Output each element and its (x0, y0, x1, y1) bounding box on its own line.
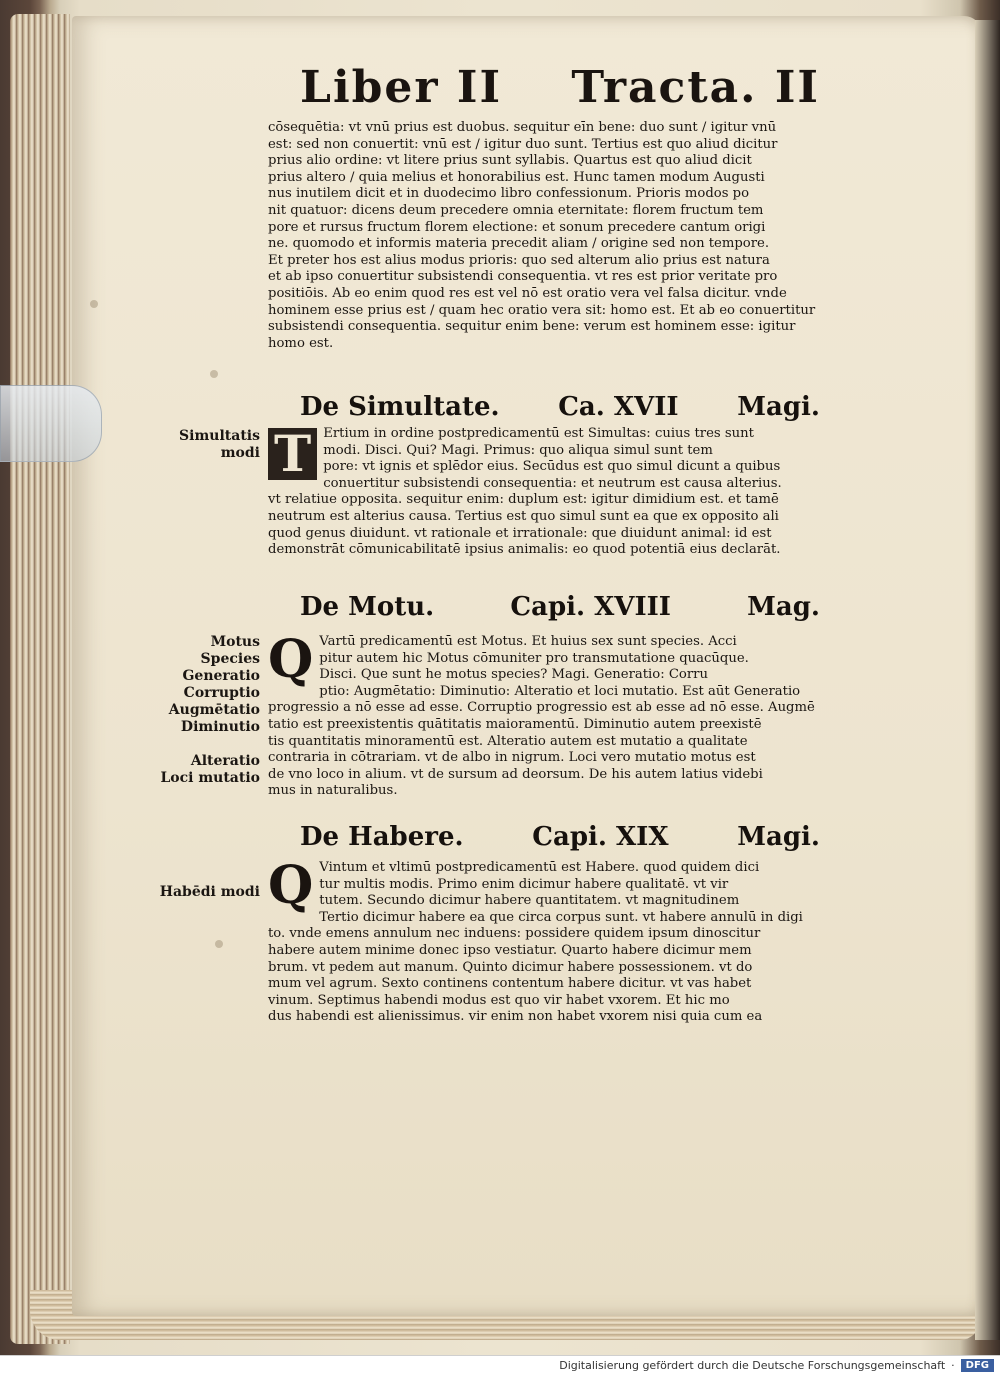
paragraph-simultate (268, 426, 824, 559)
text-line: est: sed non conuertit: vnū est / igitur duo sunt. Tertius est quo aliud dicitur (268, 136, 778, 152)
text-line: nus inutilem dicit et in duodecimo libro confessionum. Prioris modos po (268, 186, 750, 202)
intro-paragraph (268, 120, 824, 352)
text-line: habere autem minime donec ipso vestiatur. Quarto habere dicimur mem (268, 942, 752, 958)
transparent-tab-marker (0, 385, 102, 462)
text-line: Tertio dicimur habere ea que circa corpus sunt. vt habere annulū in digi (319, 909, 803, 925)
text-line: pore: vt ignis et splēdor eius. Secūdus est quo simul dicunt a quibus (323, 459, 781, 475)
dfg-logo-icon: DFG (961, 1359, 994, 1372)
text-line: tutem. Secundo dicimur habere quantitatem. vt magnitudinem (319, 893, 740, 909)
heading-chapter: Capi. XIX (532, 822, 669, 852)
text-line: tis quantitatis minoramentū est. Alteratio autem est mutatio a qualitate (268, 733, 748, 749)
text-line: contraria in cōtrariam. vt de albo in nigrum. Loci vero mutatio motus est (268, 750, 756, 766)
text-line: et ab ipso conuertitur subsistendi consequentia. vt res est prior veritate pro (268, 269, 778, 285)
text-line: progressio a nō esse ad esse. Corruptio progressio est ab esse ad nō esse. Augmē (268, 700, 815, 716)
text-line: pore et rursus fructum florem electione: et sonum precedere cantum origi (268, 219, 766, 235)
text-line: prius altero / quia melius et honorabilius est. Hunc tamen modum Augusti (268, 169, 765, 185)
text-line: vt relatiue opposita. sequitur enim: duplum est: igitur dimidium est. et tamē (268, 492, 779, 508)
facing-page-edge (975, 20, 1000, 1340)
text-line: modi. Disci. Qui? Magi. Primus: quo aliqua simul sunt tem (323, 442, 713, 458)
text-line: vinum. Septimus habendi modus est quo vir habet vxorem. Et hic mo (268, 992, 730, 1008)
running-head (300, 62, 820, 113)
text-line: to. vnde emens annulum nec induens: possidere quidem ipsum dinoscitur (268, 926, 761, 942)
text-line: tur multis modis. Primo enim dicimur habere qualitatē. vt vir (319, 876, 729, 892)
margin-note-simultate (179, 428, 260, 462)
heading-title: De Motu. (300, 592, 435, 622)
text-line: brum. vt pedem aut manum. Quinto dicimur habere possessionem. vt do (268, 959, 753, 975)
text-line: de vno loco in alium. vt de sursum ad deorsum. De his autem latius videbi (268, 766, 763, 782)
text-line: prius alio ordine: vt litere prius sunt syllabis. Quartus est quo aliud dicit (268, 153, 752, 169)
decorated-initial: Q (268, 855, 314, 916)
text-line: hominem esse prius est / quam hec oratio vera sit: homo est. Et ab eo conuertitur (268, 302, 816, 318)
margin-note-line: Species (200, 651, 260, 667)
paragraph-motu (268, 629, 824, 800)
chapter-heading-motu (300, 592, 820, 622)
text-line: neutrum est alterius causa. Tertius est quo simul sunt ea que ex opposito ali (268, 508, 779, 524)
text-line: pitur autem hic Motus cōmuniter pro transmutatione quacūque. (319, 650, 749, 666)
text-line: mus in naturalibus. (268, 783, 398, 799)
text-line: conuertitur subsistendi consequentia: et neutrum est causa alterius. (323, 475, 782, 491)
text-line: mum vel agrum. Sexto continens contentum habere dicitur. vt vas habet (268, 976, 752, 992)
text-line: Disci. Que sunt he motus species? Magi. Generatio: Corru (319, 667, 708, 683)
text-line: homo est. (268, 335, 334, 351)
book-fore-edge (10, 14, 70, 1344)
margin-note-line: Alteratio (190, 753, 260, 769)
text-line: tatio est preexistentis quātitatis maioramentū. Diminutio autem preexistē (268, 716, 762, 732)
margin-note-line: Loci mutatio (160, 770, 260, 786)
margin-note-line: Diminutio (180, 719, 260, 735)
decorated-initial: T (268, 428, 317, 480)
margin-note-line: Generatio (182, 668, 260, 684)
text-line: Vartū predicamentū est Motus. Et huius sex sunt species. Acci (319, 634, 737, 649)
text-line: demonstrāt cōmunicabilitatē ipsius animalis: eo quod potentiā eius declarāt. (268, 542, 781, 558)
heading-speaker: Mag. (747, 592, 820, 622)
text-line: ptio: Augmētatio: Diminutio: Alteratio et loci mutatio. Est aūt Generatio (319, 683, 801, 699)
margin-note-habere (160, 884, 260, 901)
chapter-heading-simultate (300, 392, 820, 422)
footer-credit: Digitalisierung gefördert durch die Deutsche Forschungsgemeinschaft (559, 1359, 946, 1372)
text-line: positiōis. Ab eo enim quod res est vel nō est oratio vera vel falsa dicitur. vnde (268, 285, 787, 301)
margin-note-line: Habēdi modi (159, 884, 260, 900)
margin-note-motu (160, 634, 260, 787)
digitization-footer: Digitalisierung gefördert durch die Deutsche Forschungsgemeinschaft · DFG (0, 1355, 1000, 1375)
text-line: Vintum et vltimū postpredicamentū est Habere. quod quidem dici (319, 860, 760, 875)
text-line: ne. quomodo et informis materia precedit aliam / origine sed non tempore. (268, 236, 770, 252)
margin-note-line: modi (220, 445, 260, 461)
running-head-left: Liber II (300, 62, 503, 113)
margin-note-line (160, 736, 260, 753)
heading-chapter: Capi. XVIII (510, 592, 671, 622)
decorated-initial: Q (268, 629, 314, 690)
text-line: cōsequētia: vt vnū prius est duobus. sequitur eīn bene: duo sunt / igitur vnū (268, 120, 777, 135)
margin-note-line: Augmētatio (168, 702, 260, 718)
running-head-right: Tracta. II (571, 62, 820, 113)
text-line: quod genus diuidunt. vt rationale et irrationale: que diuidunt animal: id est (268, 525, 772, 541)
margin-note-line: Corruptio (183, 685, 260, 701)
text-line: subsistendi consequentia. sequitur enim bene: verum est hominem esse: igitur (268, 319, 796, 335)
text-line: dus habendi est alienissimus. vir enim non habet vxorem nisi quia cum ea (268, 1009, 763, 1025)
heading-speaker: Magi. (737, 822, 820, 852)
chapter-heading-habere (300, 822, 820, 852)
text-line: Ertium in ordine postpredicamentū est Simultas: cuius tres sunt (323, 426, 754, 441)
heading-chapter: Ca. XVII (558, 392, 679, 422)
heading-title: De Simultate. (300, 392, 500, 422)
heading-title: De Habere. (300, 822, 464, 852)
margin-note-line: Motus (210, 634, 260, 650)
text-line: nit quatuor: dicens deum precedere omnia eternitate: florem fructum tem (268, 202, 764, 218)
text-line: Et preter hos est alius modus prioris: quo sed alterum alio prius est natura (268, 252, 770, 268)
margin-note-line: Simultatis (179, 428, 260, 444)
paragraph-habere (268, 855, 824, 1026)
heading-speaker: Magi. (737, 392, 820, 422)
